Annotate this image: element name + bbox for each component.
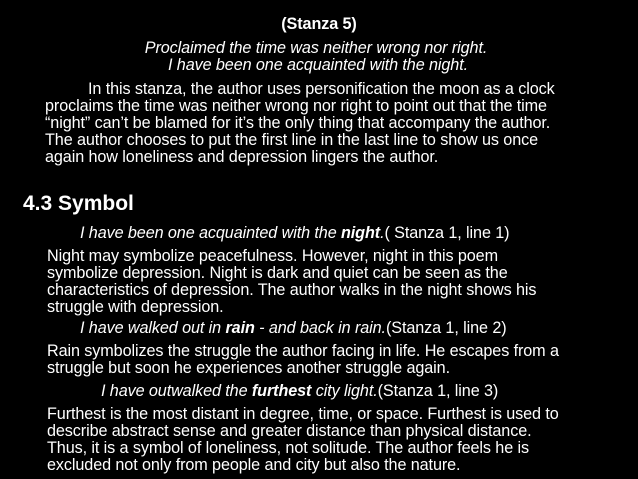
night-citation: ( Stanza 1, line 1) (384, 224, 510, 242)
night-line-3: characteristics of depression. The author walks in the night shows his (47, 281, 537, 299)
explanation-line-3: “night” can’t be blamed for it’s the only thing that accompany the author. (45, 114, 551, 132)
rain-citation: (Stanza 1, line 2) (385, 319, 507, 337)
explanation-line-4: The author chooses to put the first line in the last line to show us once (45, 131, 539, 149)
explanation-line-5: again how loneliness and depression lingers the author. (45, 148, 439, 166)
night-quote-post: . (380, 224, 385, 242)
night-quote-pre: I have been one acquainted with the (80, 224, 341, 242)
verse-line-1: Proclaimed the time was neither wrong nor right. (144, 39, 488, 57)
furthest-keyword: furthest (251, 382, 312, 400)
rain-line-2: struggle but soon he experiences another struggle again. (47, 359, 450, 377)
night-line-1: Night may symbolize peacefulness. However, night in this poem (47, 247, 498, 265)
night-line-2: symbolize depression. Night is dark and quiet can be seen as the (47, 264, 508, 282)
furthest-line-3: Thus, it is a symbol of loneliness, not solitude. The author feels he is (47, 439, 529, 457)
furthest-quote (101, 383, 498, 400)
night-keyword: night (341, 224, 381, 242)
rain-quote-post: - and back in rain. (254, 319, 386, 337)
rain-keyword: rain (225, 319, 255, 337)
rain-line-1: Rain symbolizes the struggle the author facing in life. He escapes from a (47, 342, 559, 360)
night-quote (80, 225, 509, 242)
furthest-citation: (Stanza 1, line 3) (377, 382, 499, 400)
section-heading: 4.3 Symbol (23, 192, 134, 215)
stanza-title: (Stanza 5) (281, 15, 357, 33)
furthest-line-1: Furthest is the most distant in degree, time, or space. Furthest is used to (47, 405, 559, 423)
explanation-line-2: proclaims the time was neither wrong nor right to point out that the time (45, 97, 547, 115)
furthest-quote-post: city light. (311, 382, 378, 400)
night-line-4: struggle with depression. (47, 298, 224, 316)
furthest-quote-pre: I have outwalked the (101, 382, 252, 400)
explanation-line-1: In this stanza, the author uses personification the moon as a clock (88, 80, 555, 98)
furthest-line-2: describe abstract sense and greater distance than physical distance. (47, 422, 532, 440)
verse-line-2: I have been one acquainted with the night. (168, 56, 468, 74)
rain-quote-pre: I have walked out in (80, 319, 226, 337)
furthest-line-4: excluded not only from people and city but also the nature. (47, 456, 461, 474)
rain-quote (80, 320, 507, 337)
